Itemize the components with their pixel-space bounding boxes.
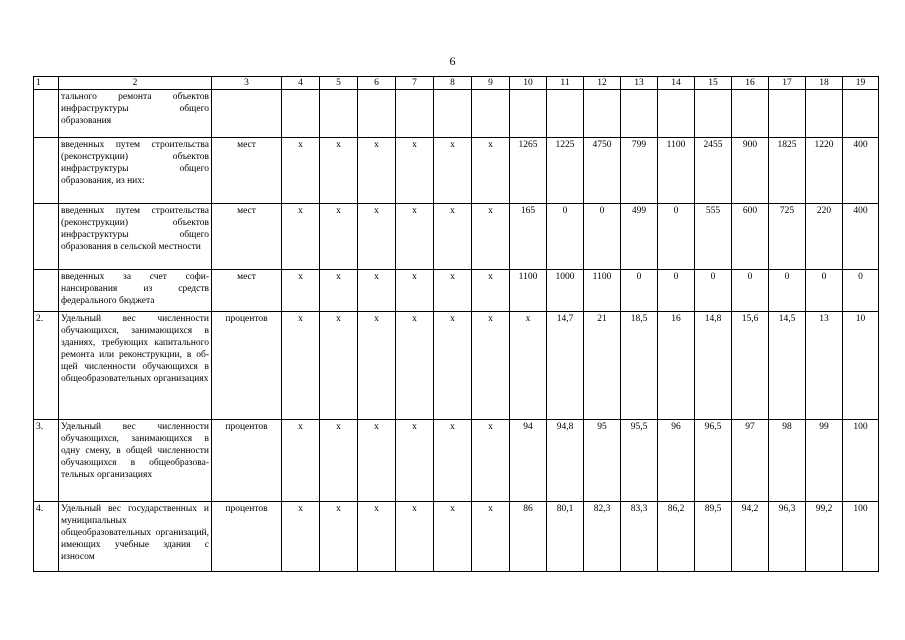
value-cell: 799 <box>621 138 658 204</box>
table-row <box>34 204 879 270</box>
value-cell: x <box>472 270 510 312</box>
value-cell <box>695 90 732 138</box>
row-number: 3. <box>34 420 59 502</box>
value-cell: x <box>282 420 320 502</box>
column-header: 17 <box>769 77 806 90</box>
row-number <box>34 204 59 270</box>
table-row <box>34 502 879 572</box>
row-unit: мест <box>212 270 282 312</box>
page-number: 6 <box>449 54 456 68</box>
table-header-row <box>34 77 879 90</box>
value-cell: 100 <box>843 420 879 502</box>
column-header: 12 <box>584 77 621 90</box>
table-row <box>34 312 879 420</box>
value-cell: 725 <box>769 204 806 270</box>
value-cell: 0 <box>769 270 806 312</box>
value-cell: 80,1 <box>547 502 584 572</box>
table-row <box>34 420 879 502</box>
column-header: 10 <box>510 77 547 90</box>
value-cell <box>320 90 358 138</box>
column-header: 16 <box>732 77 769 90</box>
value-cell: x <box>472 502 510 572</box>
column-header: 13 <box>621 77 658 90</box>
value-cell: x <box>396 312 434 420</box>
value-cell: x <box>358 420 396 502</box>
row-description: введенных за счет софинансирования из средств федерального бюджета <box>59 270 212 312</box>
value-cell: 220 <box>806 204 843 270</box>
column-header: 15 <box>695 77 732 90</box>
value-cell: x <box>434 420 472 502</box>
indicator-table <box>33 76 879 572</box>
value-cell: 1265 <box>510 138 547 204</box>
value-cell: 86 <box>510 502 547 572</box>
value-cell <box>434 90 472 138</box>
value-cell: x <box>282 270 320 312</box>
value-cell: x <box>358 204 396 270</box>
value-cell: 13 <box>806 312 843 420</box>
value-cell: 1100 <box>658 138 695 204</box>
value-cell <box>358 90 396 138</box>
value-cell: x <box>320 270 358 312</box>
value-cell <box>843 90 879 138</box>
value-cell: x <box>282 312 320 420</box>
value-cell: 21 <box>584 312 621 420</box>
value-cell: x <box>358 138 396 204</box>
value-cell: 10 <box>843 312 879 420</box>
value-cell: 400 <box>843 204 879 270</box>
value-cell: 4750 <box>584 138 621 204</box>
value-cell: x <box>320 502 358 572</box>
value-cell <box>472 90 510 138</box>
value-cell: x <box>434 312 472 420</box>
value-cell: 89,5 <box>695 502 732 572</box>
value-cell: x <box>434 502 472 572</box>
value-cell: 499 <box>621 204 658 270</box>
value-cell: 0 <box>547 204 584 270</box>
value-cell: x <box>320 138 358 204</box>
value-cell: 95,5 <box>621 420 658 502</box>
value-cell: x <box>396 502 434 572</box>
value-cell <box>584 90 621 138</box>
value-cell: 0 <box>658 204 695 270</box>
row-unit <box>212 90 282 138</box>
row-description: введенных путем строительства (реконструкции) объектов инфраструктуры общего образования, из них: <box>59 138 212 204</box>
value-cell: 96,5 <box>695 420 732 502</box>
row-description: тального ремонта объектов инфраструктуры общего образования <box>59 90 212 138</box>
value-cell: 0 <box>695 270 732 312</box>
row-description: Удельный вес численности обучающихся, занимающихся в одну смену, в общей численности обучающихся в общеобразовательных организациях <box>59 420 212 502</box>
value-cell: x <box>510 312 547 420</box>
value-cell: 98 <box>769 420 806 502</box>
value-cell <box>806 90 843 138</box>
value-cell: 97 <box>732 420 769 502</box>
value-cell <box>732 90 769 138</box>
value-cell: 15,6 <box>732 312 769 420</box>
column-header: 3 <box>212 77 282 90</box>
row-number <box>34 90 59 138</box>
value-cell: x <box>472 138 510 204</box>
value-cell: x <box>472 312 510 420</box>
value-cell: x <box>358 312 396 420</box>
value-cell: x <box>282 204 320 270</box>
column-header: 5 <box>320 77 358 90</box>
value-cell: 94,2 <box>732 502 769 572</box>
value-cell: 1825 <box>769 138 806 204</box>
value-cell <box>621 90 658 138</box>
value-cell <box>396 90 434 138</box>
column-header: 8 <box>434 77 472 90</box>
table-row <box>34 138 879 204</box>
value-cell: 1100 <box>510 270 547 312</box>
value-cell <box>282 90 320 138</box>
value-cell: 99 <box>806 420 843 502</box>
value-cell: 900 <box>732 138 769 204</box>
value-cell: 96 <box>658 420 695 502</box>
value-cell <box>510 90 547 138</box>
value-cell: x <box>396 204 434 270</box>
value-cell: x <box>320 420 358 502</box>
value-cell: x <box>358 502 396 572</box>
column-header: 6 <box>358 77 396 90</box>
row-description: Удельный вес численности обучающихся, занимающихся в зданиях, требующих капитального ремонта или реконструкции, в общей численности обучающихся в общеобразовательных организациях <box>59 312 212 420</box>
value-cell: 1225 <box>547 138 584 204</box>
row-description: введенных путем строительства (реконструкции) объектов инфраструктуры общего образования в сельской местности <box>59 204 212 270</box>
table-row <box>34 270 879 312</box>
value-cell: 555 <box>695 204 732 270</box>
column-header: 11 <box>547 77 584 90</box>
value-cell: x <box>434 138 472 204</box>
value-cell: x <box>472 204 510 270</box>
value-cell: 94 <box>510 420 547 502</box>
value-cell: 400 <box>843 138 879 204</box>
value-cell: 1220 <box>806 138 843 204</box>
row-unit: процентов <box>212 502 282 572</box>
value-cell: x <box>472 420 510 502</box>
value-cell: 1000 <box>547 270 584 312</box>
value-cell: x <box>434 270 472 312</box>
value-cell: 86,2 <box>658 502 695 572</box>
row-description: Удельный вес государственных и муниципальных общеобразовательных организаций, имеющих учебные здания с износом <box>59 502 212 572</box>
value-cell: 100 <box>843 502 879 572</box>
value-cell: 0 <box>732 270 769 312</box>
value-cell: 0 <box>806 270 843 312</box>
row-number <box>34 270 59 312</box>
row-number: 4. <box>34 502 59 572</box>
value-cell: 0 <box>584 204 621 270</box>
value-cell: x <box>396 138 434 204</box>
value-cell: 0 <box>621 270 658 312</box>
value-cell: 165 <box>510 204 547 270</box>
value-cell: x <box>396 270 434 312</box>
value-cell: 94,8 <box>547 420 584 502</box>
value-cell: x <box>320 312 358 420</box>
value-cell: 2455 <box>695 138 732 204</box>
column-header: 1 <box>34 77 59 90</box>
value-cell: 14,8 <box>695 312 732 420</box>
row-unit: мест <box>212 204 282 270</box>
value-cell: x <box>282 138 320 204</box>
table-row <box>34 90 879 138</box>
column-header: 14 <box>658 77 695 90</box>
value-cell: x <box>396 420 434 502</box>
row-unit: мест <box>212 138 282 204</box>
row-number <box>34 138 59 204</box>
column-header: 4 <box>282 77 320 90</box>
value-cell: x <box>282 502 320 572</box>
column-header: 18 <box>806 77 843 90</box>
value-cell: 0 <box>843 270 879 312</box>
value-cell: 600 <box>732 204 769 270</box>
value-cell: x <box>320 204 358 270</box>
value-cell: 95 <box>584 420 621 502</box>
value-cell: 82,3 <box>584 502 621 572</box>
column-header: 7 <box>396 77 434 90</box>
row-unit: процентов <box>212 420 282 502</box>
column-header: 19 <box>843 77 879 90</box>
row-number: 2. <box>34 312 59 420</box>
value-cell: 96,3 <box>769 502 806 572</box>
column-header: 2 <box>59 77 212 90</box>
value-cell: 14,7 <box>547 312 584 420</box>
value-cell: 0 <box>658 270 695 312</box>
value-cell: 83,3 <box>621 502 658 572</box>
value-cell <box>547 90 584 138</box>
value-cell: 14,5 <box>769 312 806 420</box>
value-cell: 16 <box>658 312 695 420</box>
value-cell <box>658 90 695 138</box>
value-cell: 18,5 <box>621 312 658 420</box>
value-cell: 99,2 <box>806 502 843 572</box>
column-header: 9 <box>472 77 510 90</box>
value-cell <box>769 90 806 138</box>
value-cell: x <box>358 270 396 312</box>
value-cell: 1100 <box>584 270 621 312</box>
value-cell: x <box>434 204 472 270</box>
row-unit: процентов <box>212 312 282 420</box>
